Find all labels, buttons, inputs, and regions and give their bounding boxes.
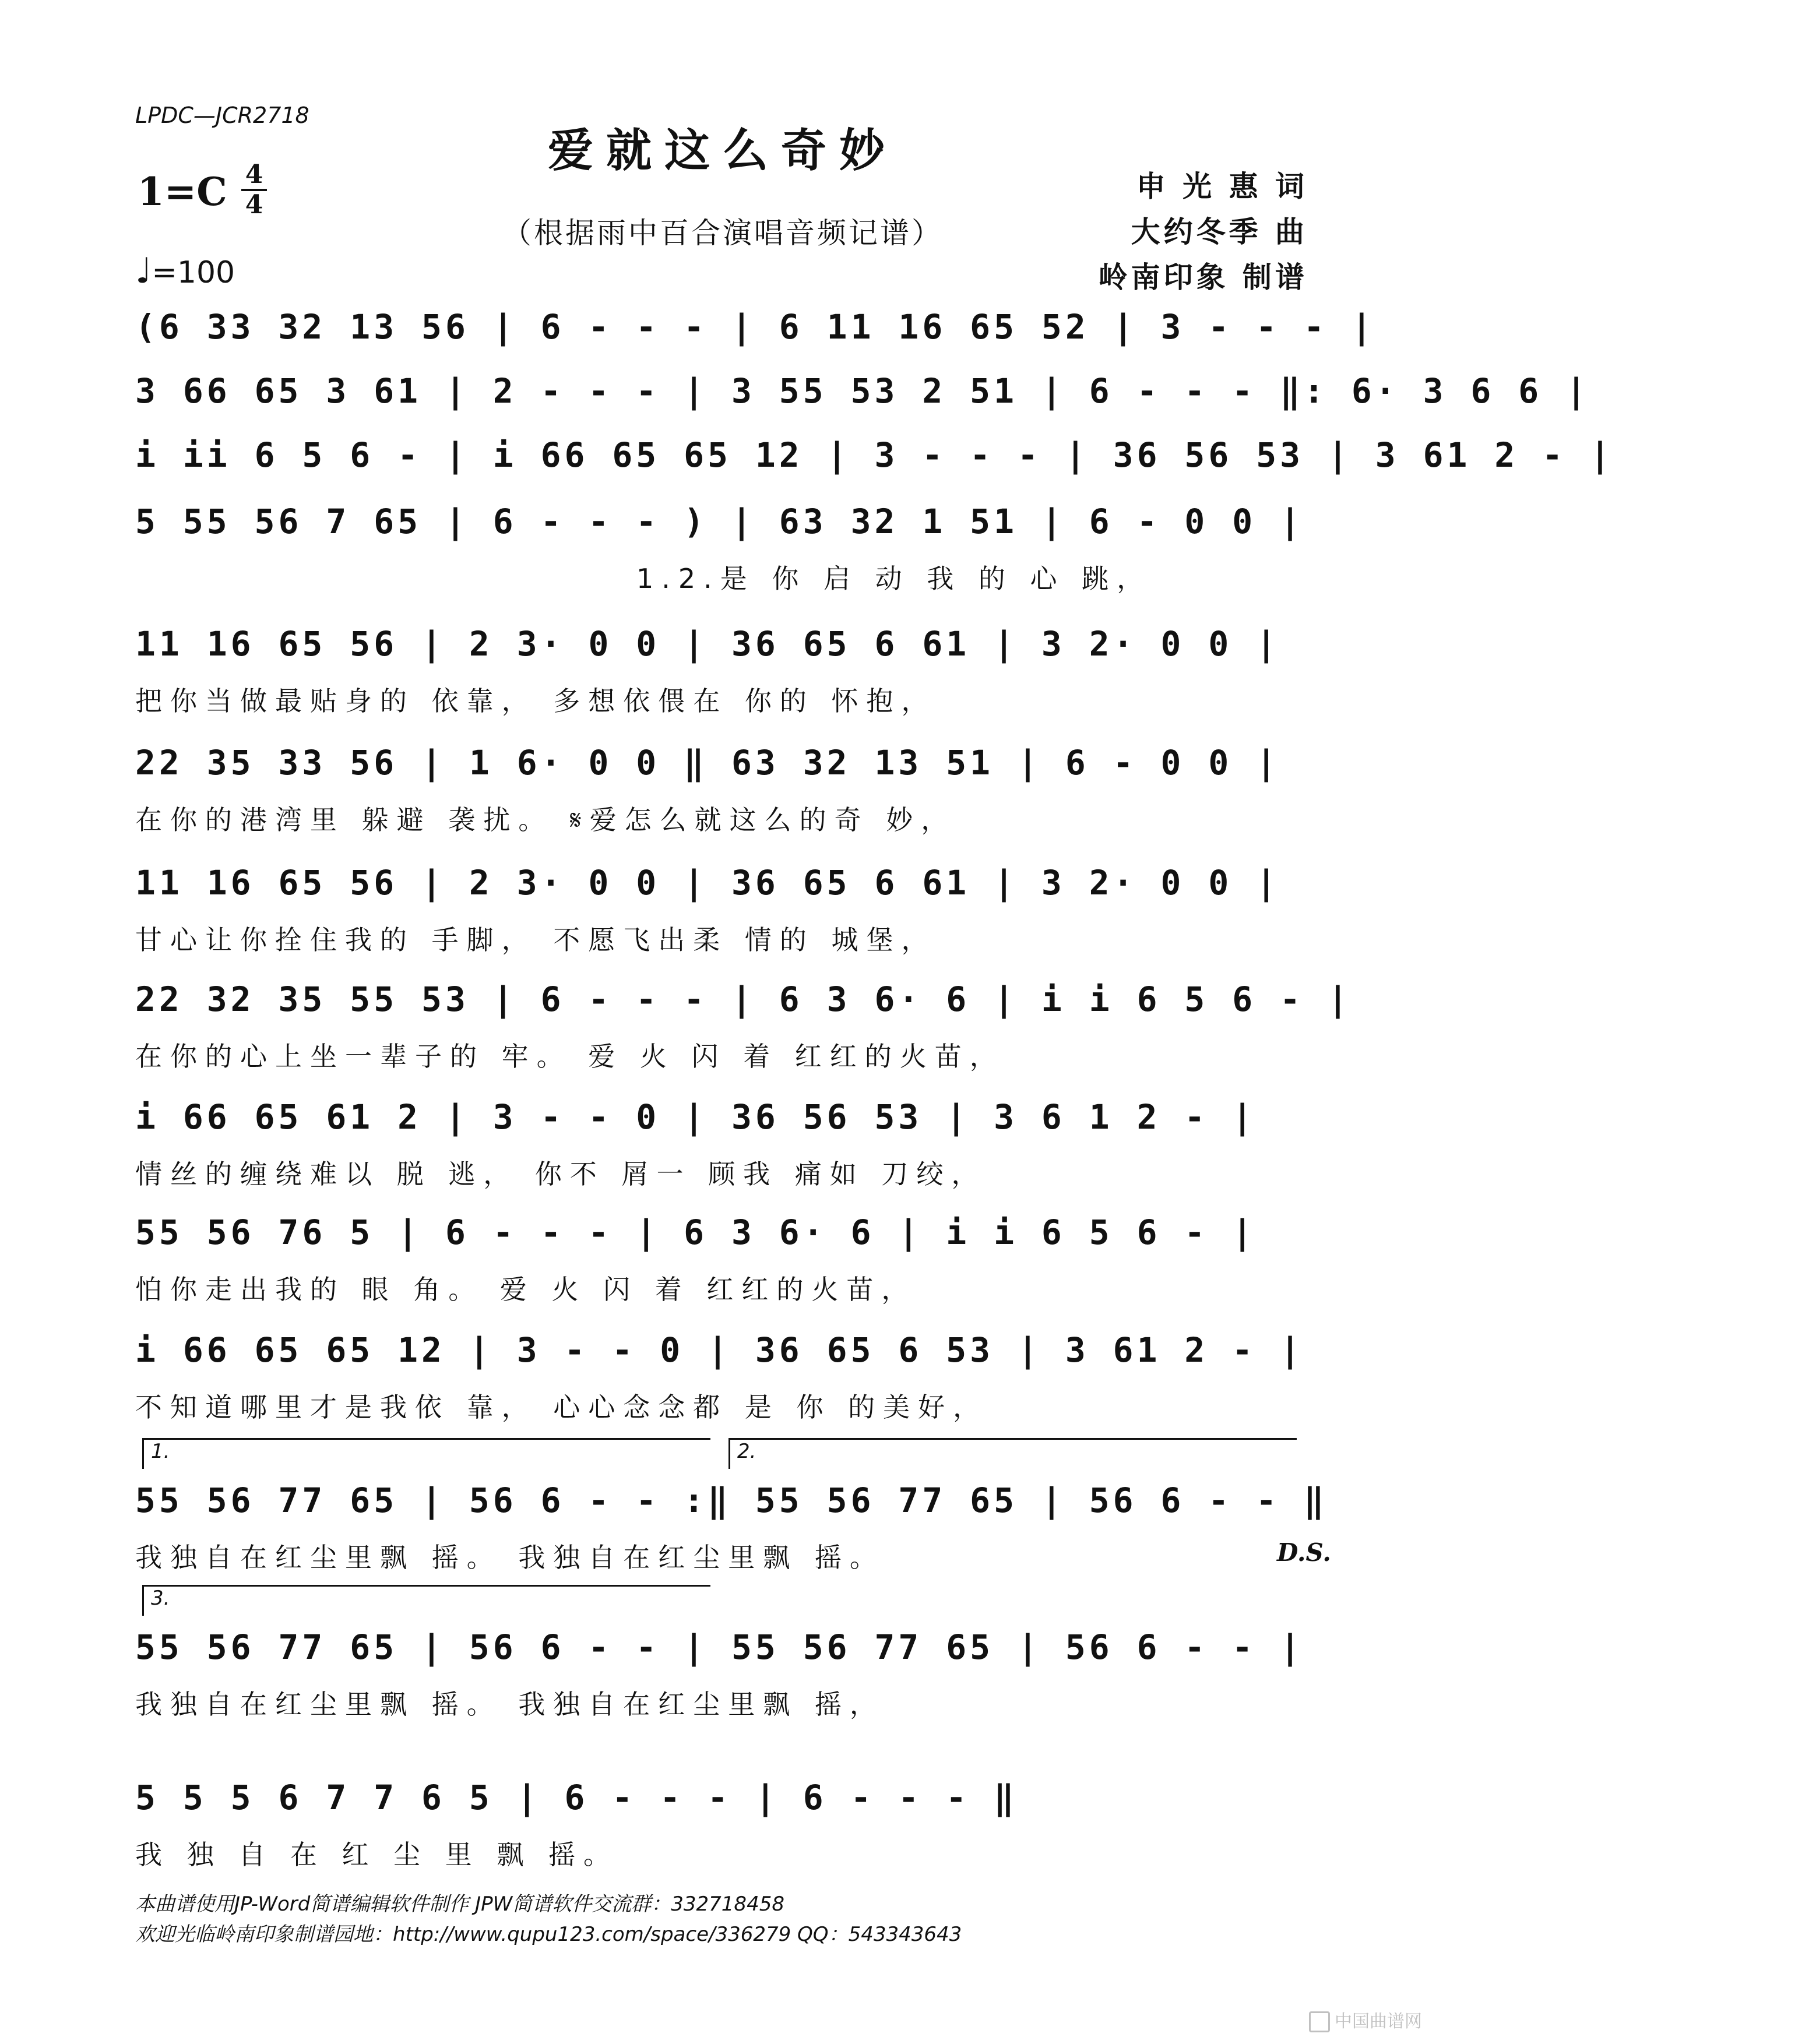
volta-third: 3.	[142, 1585, 710, 1616]
quarter-note-icon: ♩	[135, 251, 152, 291]
volta-second: 2.	[728, 1438, 1297, 1469]
footer-line-1: 本曲谱使用JP-Word简谱编辑软件制作 JPW简谱软件交流群：332718458	[135, 1893, 784, 1916]
notation-row: 55 56 77 65 | 56 6 - - :‖ 55 56 77 65 | 56 6 - - ‖	[135, 1481, 1328, 1520]
site-logo-icon	[1309, 2011, 1330, 2032]
score-line-13	[135, 1615, 1308, 1738]
time-bottom: 4	[245, 190, 263, 220]
time-top: 4	[245, 160, 263, 189]
score-line-7	[135, 851, 1308, 973]
notation-row: 5 5 5 6 7 7 6 5 | 6 - - - | 6 - - - ‖	[135, 1778, 1018, 1817]
score-line-4	[135, 489, 1308, 612]
credit-lyricist: 申 光 惠 词	[1136, 170, 1308, 203]
lyrics-row: 甘心让你拴住我的 手脚， 不愿飞出柔 情的 城堡，	[135, 924, 937, 956]
lyrics-row: 1.2.是 你 启 动 我 的 心 跳，	[636, 563, 1152, 594]
notation-row: 55 56 76 5 | 6 - - - | 6 3 6· 6 | i i 6 5 6 - |	[135, 1213, 1257, 1252]
notation-row: 11 16 65 56 | 2 3· 0 0 | 36 65 6 61 | 3 2· 0 0 |	[135, 624, 1280, 664]
score-line-14	[135, 1765, 1308, 1888]
credit-transcriber: 岭南印象 制谱	[1098, 260, 1308, 294]
score-line-6	[135, 731, 1308, 853]
notation-row: 11 16 65 56 | 2 3· 0 0 | 36 65 6 61 | 3 2· 0 0 |	[135, 863, 1280, 903]
notation-row: (6 33 32 13 56 | 6 - - - | 6 11 16 65 52 | 3 - - - |	[135, 307, 1375, 347]
page-title: 爱就这么奇妙	[547, 124, 898, 177]
footer-line-2: 欢迎光临岭南印象制谱园地：http://www.qupu123.com/space/336279 QQ：543343643	[135, 1923, 962, 1946]
notation-row: i 66 65 65 12 | 3 - - 0 | 36 65 6 53 | 3 61 2 - |	[135, 1330, 1304, 1370]
score-line-5	[135, 612, 1308, 734]
key-signature: 1=C	[138, 169, 227, 214]
score-line-10	[135, 1200, 1308, 1323]
score-code: LPDC—JCR2718	[135, 103, 309, 128]
notation-row: 3 66 65 3 61 | 2 - - - | 3 55 53 2 51 | 6 - - - ‖: 6· 3 6 6 |	[135, 371, 1590, 411]
score-line-9	[135, 1085, 1308, 1207]
notation-row: 5 55 56 7 65 | 6 - - - ) | 63 32 1 51 | 6 - 0 0 |	[135, 502, 1304, 541]
lyrics-row: 不知道哪里才是我依 靠， 心心念念都 是 你 的美好，	[135, 1391, 988, 1423]
notation-row: 55 56 77 65 | 56 6 - - | 55 56 77 65 | 56 6 - - |	[135, 1627, 1304, 1667]
lyrics-row: 把你当做最贴身的 依靠， 多想依偎在 你的 怀抱，	[135, 685, 937, 717]
credit-composer: 大约冬季 曲	[1131, 215, 1308, 249]
lyrics-row: 我独自在红尘里飘 摇。 我独自在红尘里飘 摇。	[135, 1542, 885, 1573]
time-signature	[239, 162, 269, 218]
notation-row: 22 32 35 55 53 | 6 - - - | 6 3 6· 6 | i i 6 5 6 - |	[135, 979, 1352, 1019]
score-line-12	[135, 1468, 1331, 1591]
dal-segno-mark: D.S.	[1276, 1538, 1331, 1567]
lyrics-row: 我独自在红尘里飘 摇。 我独自在红尘里飘 摇，	[135, 1689, 885, 1720]
notation-row: 22 35 33 56 | 1 6· 0 0 ‖ 63 32 13 51 | 6 - 0 0 |	[135, 743, 1280, 783]
lyrics-row: 在你的港湾里 躲避 袭扰。 𝄋爱怎么就这么的奇 妙，	[135, 804, 956, 836]
lyrics-row: 怕你走出我的 眼 角。 爱 火 闪 着 红红的火苗，	[135, 1274, 917, 1305]
watermark	[1309, 2007, 1422, 2033]
tempo-value: =100	[152, 255, 235, 290]
notation-row: i ii 6 5 6 - | i 66 65 65 12 | 3 - - - | 36 56 53 | 3 61 2 - |	[135, 435, 1614, 475]
lyrics-row: 我 独 自 在 红 尘 里 飘 摇。	[135, 1839, 618, 1870]
subtitle: （根据雨中百合演唱音频记谱）	[502, 216, 943, 250]
lyrics-row: 情丝的缠绕难以 脱 逃， 你不 屑一 顾我 痛如 刀绞，	[135, 1158, 987, 1190]
notation-row: i 66 65 61 2 | 3 - - 0 | 36 56 53 | 3 6 1 2 - |	[135, 1097, 1257, 1137]
tempo-marking	[135, 251, 235, 291]
lyrics-row: 在你的心上坐一辈子的 牢。 爱 火 闪 着 红红的火苗，	[135, 1041, 1005, 1072]
volta-first: 1.	[142, 1438, 710, 1469]
watermark-text: 中国曲谱网	[1335, 2011, 1422, 2032]
score-line-8	[135, 967, 1352, 1090]
score-line-11	[135, 1318, 1308, 1440]
